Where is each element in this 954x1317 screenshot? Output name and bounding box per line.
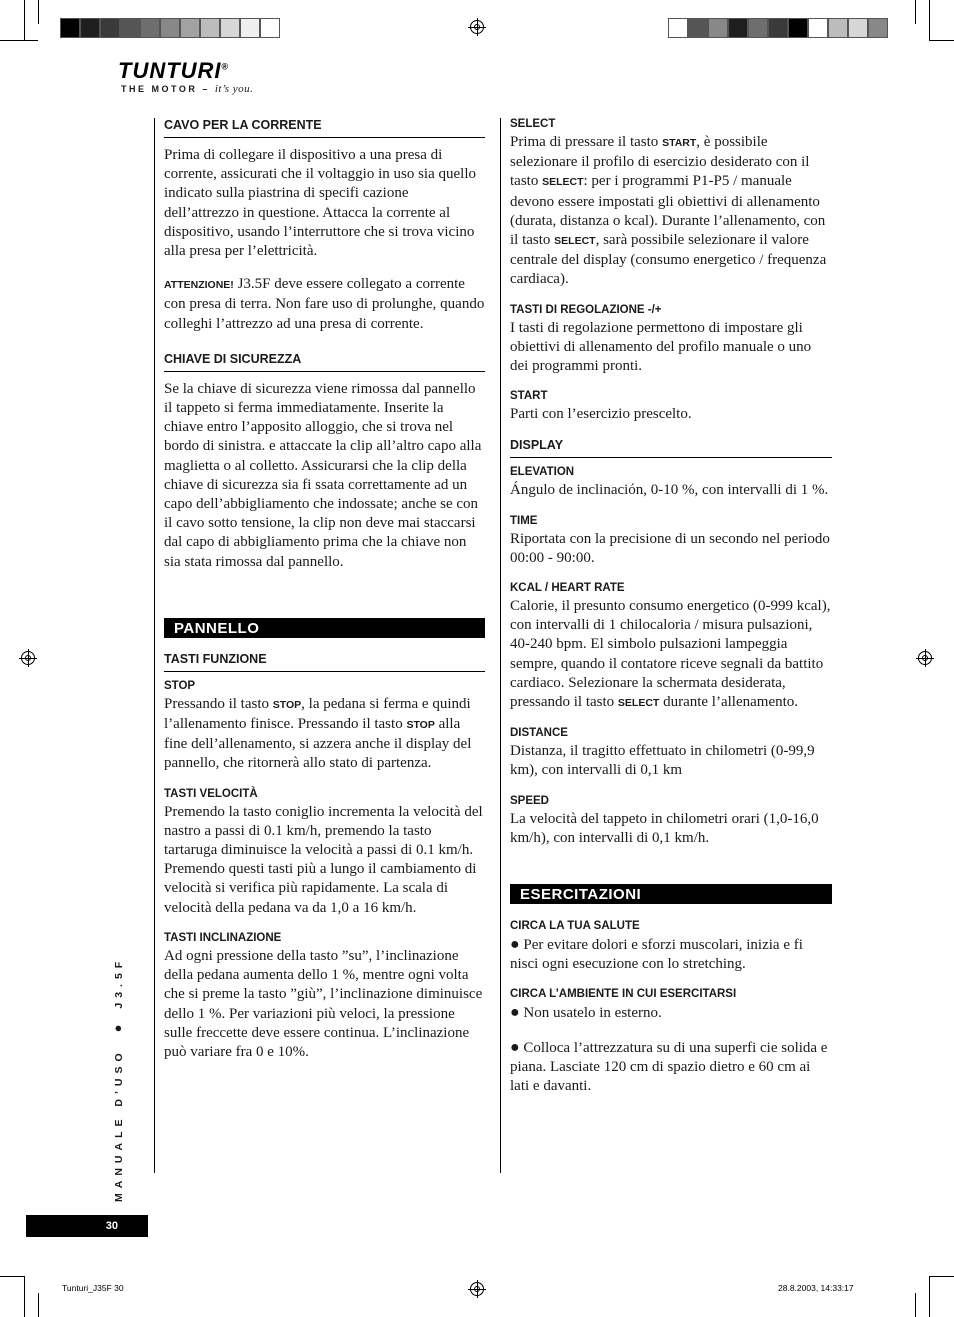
keyword-stop: STOP	[406, 719, 435, 732]
dot-icon: ●	[110, 1024, 125, 1033]
color-swatch	[728, 18, 748, 38]
crop-mark	[929, 1276, 954, 1277]
subtitle-time: TIME	[510, 514, 538, 527]
color-swatch	[688, 18, 708, 38]
footer-left: Tunturi_J35F 30	[62, 1283, 124, 1293]
crop-mark	[38, 1293, 39, 1317]
color-swatch	[668, 18, 688, 38]
color-calibration-bar-right	[668, 18, 888, 38]
footer-right: 28.8.2003, 14:33:17	[778, 1283, 854, 1293]
logo-registered: ®	[221, 61, 230, 72]
paragraph-regolazione: I tasti di regolazione permettono di impostare gli obiettivi di allenamento del profilo manuale o uno dei programmi pronti.	[510, 319, 812, 375]
logo-tagline-dash: –	[197, 84, 215, 94]
subtitle-speed: SPEED	[510, 794, 549, 807]
paragraph-attenzione	[164, 275, 485, 334]
paragraph-stop	[164, 695, 485, 774]
logo-brand: TUNTURI	[118, 58, 222, 83]
crop-mark	[24, 0, 25, 40]
stop-text: Pressando il tasto	[164, 695, 273, 712]
section-title-display: DISPLAY	[510, 438, 832, 458]
keyword-start: START	[662, 137, 697, 149]
right-column	[510, 118, 832, 1096]
ambiente-text: Non usatelo in esterno.	[519, 1005, 662, 1022]
color-swatch	[848, 18, 868, 38]
color-swatch	[808, 18, 828, 38]
subtitle-elevation: ELEVATION	[510, 466, 575, 479]
subtitle-kcal: KCAL / HEART RATE	[510, 582, 625, 595]
paragraph-speed: La velocità del tappeto in chilometri orari (1,0-16,0 km/h), con intervalli di 0,1 km/h.	[510, 810, 819, 846]
column-divider	[500, 118, 501, 1173]
subtitle-start: START	[510, 390, 548, 403]
crop-mark	[24, 1276, 25, 1317]
bullet-icon: ●	[510, 1004, 520, 1022]
subtitle-velocita: TASTI VELOCITÀ	[164, 787, 258, 800]
section-bar-esercitazioni: ESERCITAZIONI	[510, 884, 832, 904]
paragraph-select	[510, 133, 832, 290]
paragraph-inclinazione: Ad ogni pressione della tasto ”su”, l’inclinazione della pedana aumenta dello 1 %, mentre ogni volta che si preme la tasto ”giù”, l’inclinazione diminuisce dello 1 %. Per variazioni più veloci, la pressione sulle freccette deve essere continua. L’inclinazione può variare fra 0 e 10%.	[164, 947, 483, 1060]
crop-mark	[929, 40, 954, 41]
salute-text: Per evitare dolori e sforzi muscolari, inizia e fi nisci ogni esecuzione con lo stretching.	[510, 937, 803, 973]
registration-mark-icon	[918, 651, 932, 665]
paragraph-ambiente-2	[510, 1038, 832, 1097]
attenzione-text: J3.5F deve essere collegato a corrente con presa di terra. Non fare uso di prolunghe, quando colleghi l’attrezzo ad una presa di corrente.	[164, 276, 485, 332]
subtitle-stop: STOP	[164, 679, 196, 692]
color-swatch	[100, 18, 120, 38]
subtitle-select: SELECT	[510, 118, 556, 130]
paragraph-elevation: Ángulo de inclinación, 0-10 %, con intervalli di 1 %.	[510, 482, 829, 499]
subtitle-regolazione: TASTI DI REGOLAZIONE -/+	[510, 303, 662, 316]
paragraph-kcal	[510, 597, 832, 713]
color-swatch	[708, 18, 728, 38]
section-bar-pannello: PANNELLO	[164, 618, 485, 638]
kcal-text: Calorie, il presunto consumo energetico (0-999 kcal), con intervalli di 1 chilocaloria / misura pulsazioni, 40-240 bpm. El simbolo pulsazioni lampeggia sempre, quando il contatore riceve segnali da battito cardiaco. Selezionare la schermata desiderata, pressando il tasto	[510, 598, 831, 711]
left-column	[164, 118, 485, 1062]
section-title-cavo: CAVO PER LA CORRENTE	[164, 118, 485, 138]
keyword-select: SELECT	[542, 176, 584, 189]
color-swatch	[748, 18, 768, 38]
color-swatch	[180, 18, 200, 38]
paragraph-ambiente-1	[510, 1003, 832, 1023]
select-text: , sarà possibile selezionare il valore centrale del display (consumo energetico / frequenza cardiaca).	[510, 232, 827, 288]
select-text: : per i programmi P1-P5 / manuale devono essere impostati gli obiettivi di allenamento (durata, distanza o kcal). Durante l’allenamento, con il tasto	[510, 173, 826, 249]
color-swatch	[828, 18, 848, 38]
crop-mark	[38, 0, 39, 24]
paragraph-salute	[510, 935, 832, 974]
color-swatch	[60, 18, 80, 38]
crop-mark	[915, 1293, 916, 1317]
logo-tagline-italic: it’s you.	[214, 83, 254, 95]
tunturi-logo	[118, 58, 253, 95]
page-number: 30	[26, 1215, 148, 1237]
select-text: , è possibile selezionare il profilo di esercizio desiderato con il tasto	[510, 134, 810, 190]
paragraph-cavo: Prima di collegare il dispositivo a una presa di corrente, assicurati che il voltaggio in uso sia quello indicato sulla piastrina di specifi cazione dell’attrezzo in questione. Attacca la corrente al dispositivo, usando l’interruttore che si trova vicino alla presa per l’elettricità.	[164, 147, 476, 260]
color-swatch	[788, 18, 808, 38]
select-text: Prima di pressare il tasto	[510, 134, 663, 150]
subtitle-ambiente: CIRCA L’AMBIENTE IN CUI ESERCITARSI	[510, 988, 737, 1001]
color-swatch	[80, 18, 100, 38]
color-calibration-bar-left	[60, 18, 280, 38]
sidebar-manual-label	[110, 957, 125, 1202]
crop-mark	[929, 1276, 930, 1317]
color-swatch	[160, 18, 180, 38]
keyword-attenzione: ATTENZIONE!	[164, 279, 234, 292]
logo-tagline-caps: THE MOTOR	[121, 84, 198, 94]
manual-label-text: MANUALE D’USO	[113, 1048, 125, 1202]
crop-mark	[24, 40, 38, 41]
model-label-text: J3.5F	[113, 956, 125, 1009]
color-swatch	[200, 18, 220, 38]
bullet-icon: ●	[510, 936, 520, 954]
color-swatch	[260, 18, 280, 38]
stop-text: , la pedana si ferma e quindi l’allenamento finisce. Pressando il tasto	[164, 695, 471, 733]
keyword-select: SELECT	[617, 697, 660, 710]
color-swatch	[140, 18, 160, 38]
crop-mark	[915, 0, 916, 24]
paragraph-velocita: Premendo la tasto coniglio incrementa la velocità del nastro a passi di 0.1 km/h, premendo la tasto tartaruga diminuisce la velocità a passi di 0.1 km/h. Premendo questi tasti più a lungo il cambiamento di velocità si verifica più rapidamente. La scala di velocità della pedana va da 1,0 a 16 km/h.	[164, 803, 483, 916]
crop-mark	[929, 0, 930, 40]
ambiente-text: Colloca l’attrezzatura su di una superfi cie solida e piana. Lasciate 120 cm di spazio dietro e 60 cm ai lati e davanti.	[510, 1039, 828, 1095]
kcal-text: durante l’allenamento.	[659, 694, 799, 711]
registration-mark-icon	[21, 651, 35, 665]
registration-mark-icon	[470, 1282, 484, 1296]
registration-mark-icon	[470, 20, 484, 34]
keyword-stop: STOP	[272, 698, 302, 711]
paragraph-time: Riportata con la precisione di un secondo nel periodo 00:00 - 90:00.	[510, 530, 830, 566]
subtitle-distance: DISTANCE	[510, 727, 568, 740]
subtitle-salute: CIRCA LA TUA SALUTE	[510, 920, 640, 933]
crop-mark	[0, 1276, 24, 1277]
color-swatch	[868, 18, 888, 38]
bullet-icon: ●	[510, 1038, 520, 1056]
stop-text: alla fine dell’allenamento, si azzera anche il display del pannello, che ritornerà allo stato di partenza.	[164, 716, 472, 772]
subtitle-inclinazione: TASTI INCLINAZIONE	[164, 931, 282, 944]
section-title-tasti-funzione: TASTI FUNZIONE	[164, 652, 485, 672]
color-swatch	[220, 18, 240, 38]
crop-mark	[0, 40, 24, 41]
paragraph-chiave: Se la chiave di sicurezza viene rimossa dal pannello il tappeto si ferma immediatamente. Inserite la chiave entro l’apposito alloggio, che si trova nel bordo di sinistra. e attaccate la clip all’altro capo alla maglietta o al colletto. Assicurarsi che la clip della chiave di sicurezza sia fi ssata correttamente ad un capo dell’abbigliamento che indossate; anche se con il cavo sotto tensione, la clip non deve mai staccarsi dal capo di abbigliamento prima che la chiave non sia stata rimossa dal pannello.	[164, 380, 482, 570]
keyword-select: SELECT	[554, 235, 596, 248]
color-swatch	[120, 18, 140, 38]
paragraph-distance: Distanza, il tragitto effettuato in chilometri (0-99,9 km), con intervalli di 0,1 km	[510, 743, 815, 779]
color-swatch	[240, 18, 260, 38]
paragraph-start: Parti con l’esercizio prescelto.	[510, 406, 692, 423]
section-title-chiave: CHIAVE DI SICUREZZA	[164, 352, 485, 372]
color-swatch	[768, 18, 788, 38]
column-divider	[154, 118, 155, 1173]
